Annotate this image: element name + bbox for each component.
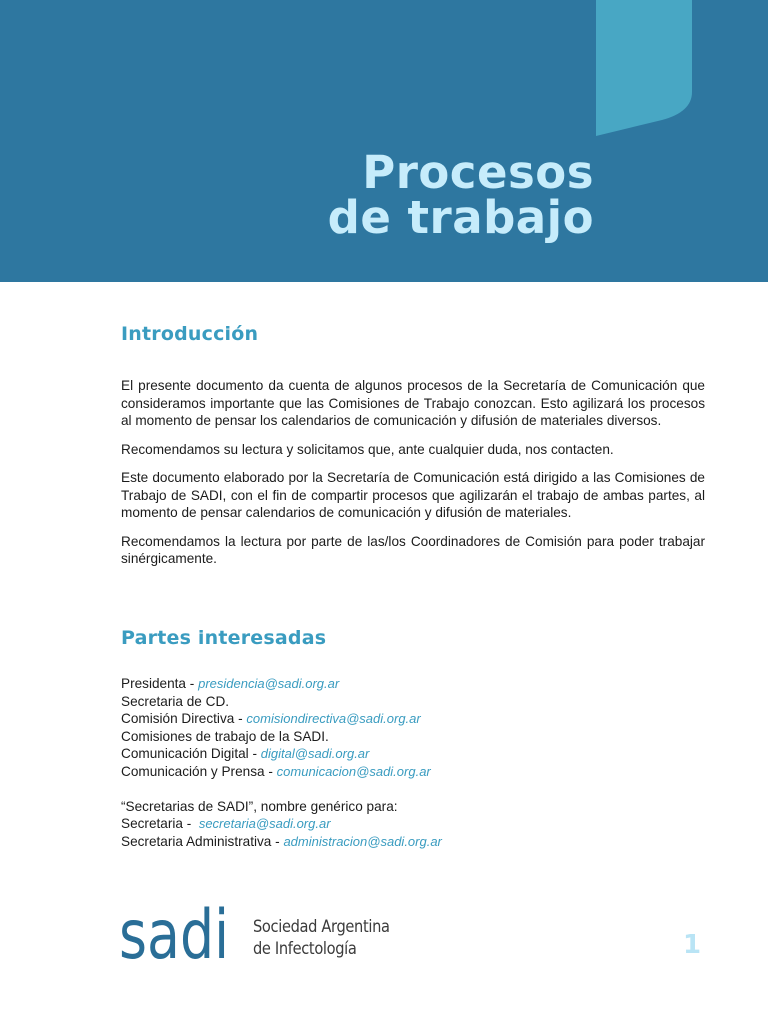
contact-email-link[interactable]: presidencia@sadi.org.ar bbox=[198, 676, 340, 691]
intro-paragraph: Recomendamos su lectura y solicitamos que, ante cualquier duda, nos contacten. bbox=[121, 441, 614, 457]
contact-row: Secretaria - secretaria@sadi.org.ar bbox=[121, 816, 331, 831]
contact-email-link[interactable]: comisiondirectiva@sadi.org.ar bbox=[246, 711, 421, 726]
contact-row bbox=[121, 693, 681, 711]
contact-email-link[interactable]: administracion@sadi.org.ar bbox=[283, 833, 442, 849]
organization-name bbox=[253, 916, 390, 960]
contact-row: Presidenta - presidencia@sadi.org.ar bbox=[121, 676, 340, 691]
secretarias-intro: “Secretarias de SADI”, nombre genérico para: bbox=[121, 798, 398, 814]
sadi-logo bbox=[119, 896, 241, 975]
page-title-line2: de trabajo bbox=[327, 191, 594, 244]
contact-row bbox=[121, 728, 681, 746]
page-title-line1: Procesos bbox=[362, 146, 594, 199]
introduction-heading: Introducción bbox=[121, 323, 259, 345]
organization-name-line2: de Infectología bbox=[253, 939, 357, 959]
intro-paragraph: El presente documento da cuenta de algunos procesos de la Secretaría de Comunicación que consideramos importante que las Comisiones de Trabajo conozcan. Esto agilizará los procesos al momento de pensar los calendarios de comunicación y difusión de materiales diversos. bbox=[121, 378, 705, 428]
sadi-logo-wordmark: sadi bbox=[119, 896, 229, 975]
contact-name: Comisión Directiva bbox=[121, 711, 235, 726]
intro-paragraph: Recomendamos la lectura por parte de las/los Coordinadores de Comisión para poder trabajar sinérgicamente. bbox=[121, 533, 705, 566]
contact-email-link[interactable]: digital@sadi.org.ar bbox=[260, 746, 370, 761]
contact-row: Comunicación Digital - digital@sadi.org.ar bbox=[121, 746, 370, 761]
header-banner bbox=[0, 0, 768, 282]
contact-email-link[interactable]: comunicacion@sadi.org.ar bbox=[276, 763, 431, 779]
contact-row: Comunicación y Prensa - comunicacion@sadi.org.ar bbox=[121, 763, 431, 779]
introduction-body bbox=[121, 377, 705, 579]
page-title bbox=[327, 146, 594, 244]
contact-row: Secretaria Administrativa - administracion@sadi.org.ar bbox=[121, 833, 442, 849]
contact-name: Secretaria Administrativa bbox=[121, 833, 272, 849]
contact-name: Secretaria de CD. bbox=[121, 693, 230, 709]
contact-email-link[interactable]: secretaria@sadi.org.ar bbox=[198, 816, 331, 831]
intro-paragraph: Este documento elaborado por la Secretaría de Comunicación está dirigido a las Comisiones de Trabajo de SADI, con el fin de compartir procesos que agilizarán el trabajo de ambas partes, al momento de pensar calendarios de comunicación y difusión de materiales. bbox=[121, 470, 705, 520]
organization-name-line1: Sociedad Argentina bbox=[253, 917, 390, 937]
contact-row: Comisión Directiva - comisiondirectiva@sadi.org.ar bbox=[121, 711, 421, 726]
contact-name: Comisiones de trabajo de la SADI. bbox=[121, 728, 329, 744]
contact-name: Presidenta bbox=[121, 676, 186, 691]
page-number: 1 bbox=[683, 930, 702, 960]
contact-name: Comunicación Digital bbox=[121, 746, 249, 761]
contacts-list bbox=[121, 675, 681, 850]
parties-heading: Partes interesadas bbox=[121, 627, 327, 649]
contact-name: Secretaria bbox=[121, 816, 183, 831]
contact-name: Comunicación y Prensa bbox=[121, 763, 265, 779]
